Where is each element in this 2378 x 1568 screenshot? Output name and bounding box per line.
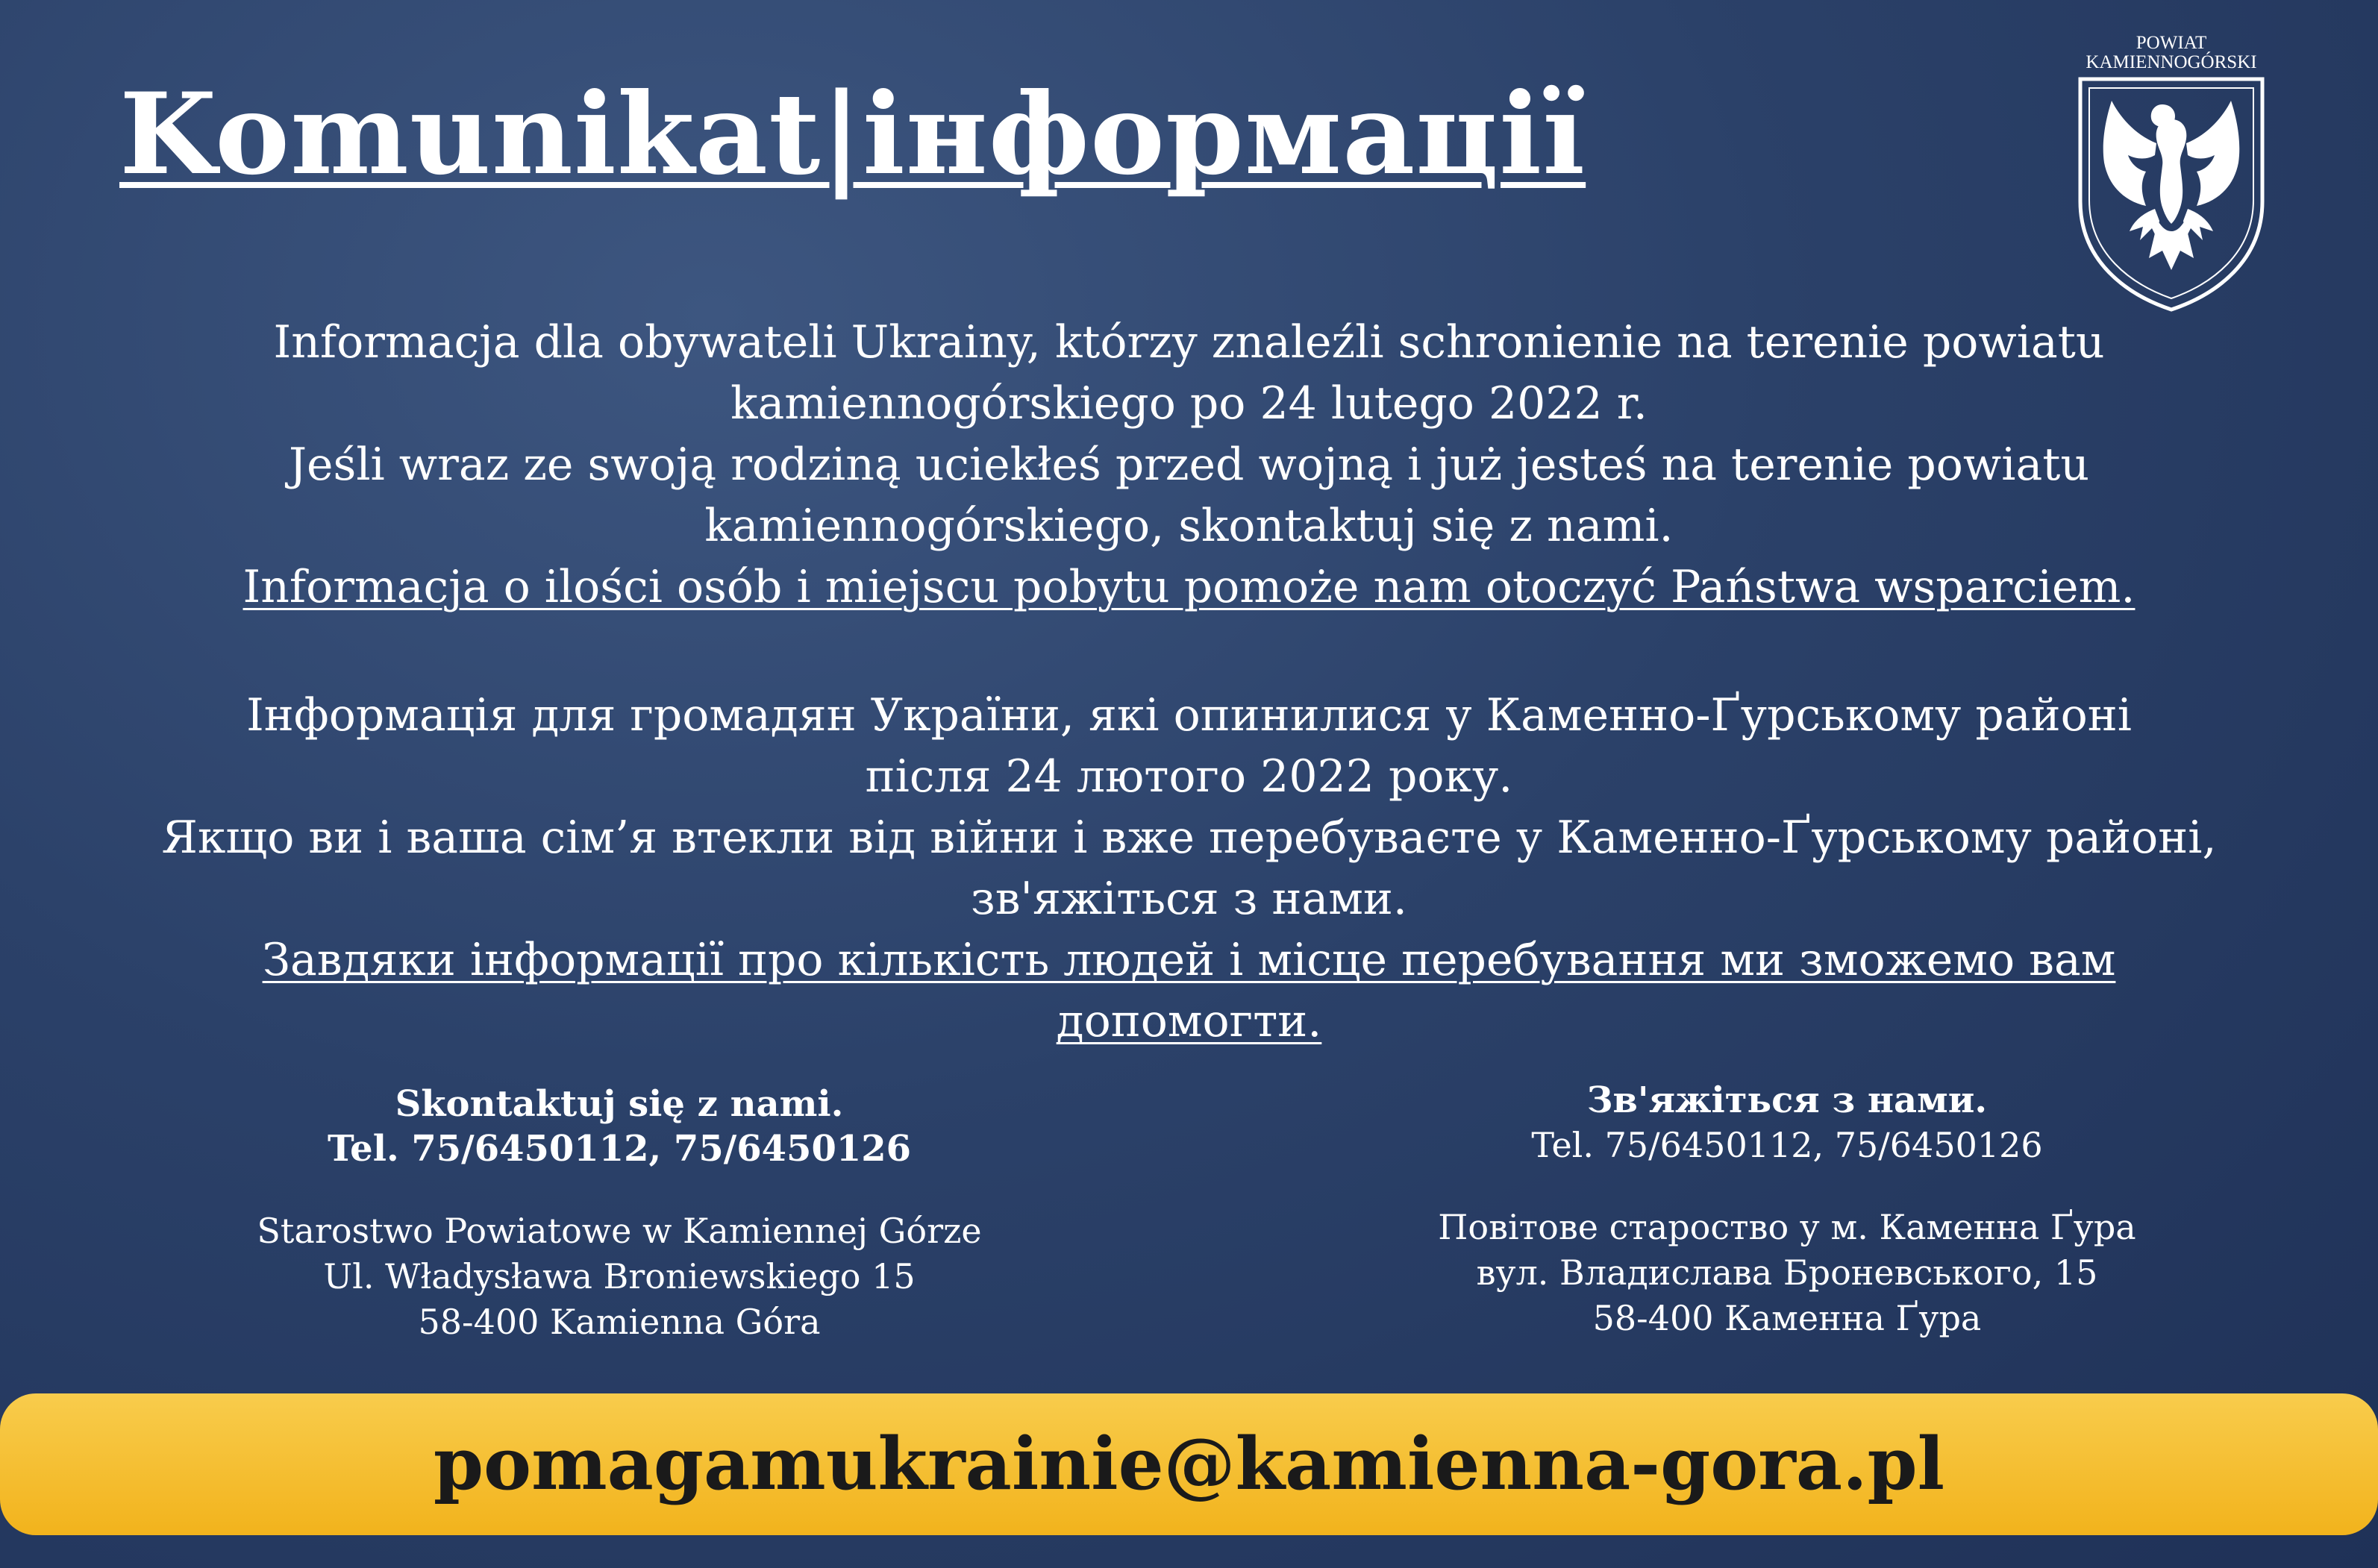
contact-ua-address-line-1: Повітове староство у м. Каменна Ґура: [1438, 1207, 2136, 1247]
contact-ukrainian: [1302, 1078, 2272, 1341]
contact-pl-address-line-3: 58-400 Kamienna Góra: [418, 1302, 821, 1342]
page-title: Komunikat|інформації: [119, 69, 1586, 200]
ukrainian-line-2: після 24 лютого 2022 року.: [865, 750, 1513, 803]
polish-line-4: kamiennogórskiego, skontaktuj się z nami.: [704, 500, 1674, 552]
polish-message: [30, 312, 2348, 618]
email-link[interactable]: pomagamukrainie@kamienna-gora.pl: [433, 1422, 1945, 1506]
contact-ua-address-line-2: вул. Владислава Броневського, 15: [1476, 1252, 2098, 1293]
contact-pl-address-line-2: Ul. Władysława Broniewskiego 15: [323, 1256, 916, 1296]
ukrainian-line-4: зв'яжіться з нами.: [971, 873, 1407, 925]
ukrainian-line-3: Якщо ви і ваша сім’я втекли від війни і вже перебуваєте у Каменно-Ґурському районі,: [161, 812, 2217, 864]
ukrainian-message: [30, 685, 2348, 1052]
contact-polish: [134, 1082, 1104, 1345]
polish-underlined-note: Informacja o ilości osób i miejscu pobytu pomoże nam otoczyć Państwa wsparciem.: [243, 561, 2135, 613]
polish-line-1: Informacja dla obywateli Ukrainy, którzy znaleźli schronienie na terenie powiatu: [273, 316, 2105, 369]
contact-ua-address-line-3: 58-400 Каменна Ґура: [1592, 1298, 1982, 1338]
crest-caption-name: KAMIENNOGÓRSKI: [2086, 52, 2257, 72]
eagle-shield-icon: [2074, 75, 2268, 313]
contact-ua-phone[interactable]: Tel. 75/6450112, 75/6450126: [1531, 1125, 2043, 1165]
contact-pl-address-line-1: Starostwo Powiatowe w Kamiennej Górze: [257, 1211, 982, 1251]
ukrainian-underlined-note: Завдяки інформації про кількість людей і місце перебування ми зможемо вам допомогти.: [262, 934, 2116, 1047]
polish-line-2: kamiennogórskiego po 24 lutego 2022 r.: [730, 377, 1648, 430]
contact-pl-phone[interactable]: Tel. 75/6450112, 75/6450126: [327, 1128, 912, 1170]
email-banner: [0, 1393, 2378, 1535]
crest-caption-powiat: POWIAT: [2135, 33, 2207, 53]
powiat-crest: [2071, 34, 2272, 317]
ukrainian-line-1: Інформація для громадян України, які опинилися у Каменно-Ґурському районі: [246, 689, 2132, 741]
contact-pl-heading: Skontaktuj się z nami.: [395, 1083, 844, 1125]
contact-ua-heading: Зв'яжіться з нами.: [1586, 1079, 1988, 1121]
polish-line-3: Jeśli wraz ze swoją rodziną uciekłeś przed wojną i już jesteś na terenie powiatu: [289, 439, 2089, 491]
